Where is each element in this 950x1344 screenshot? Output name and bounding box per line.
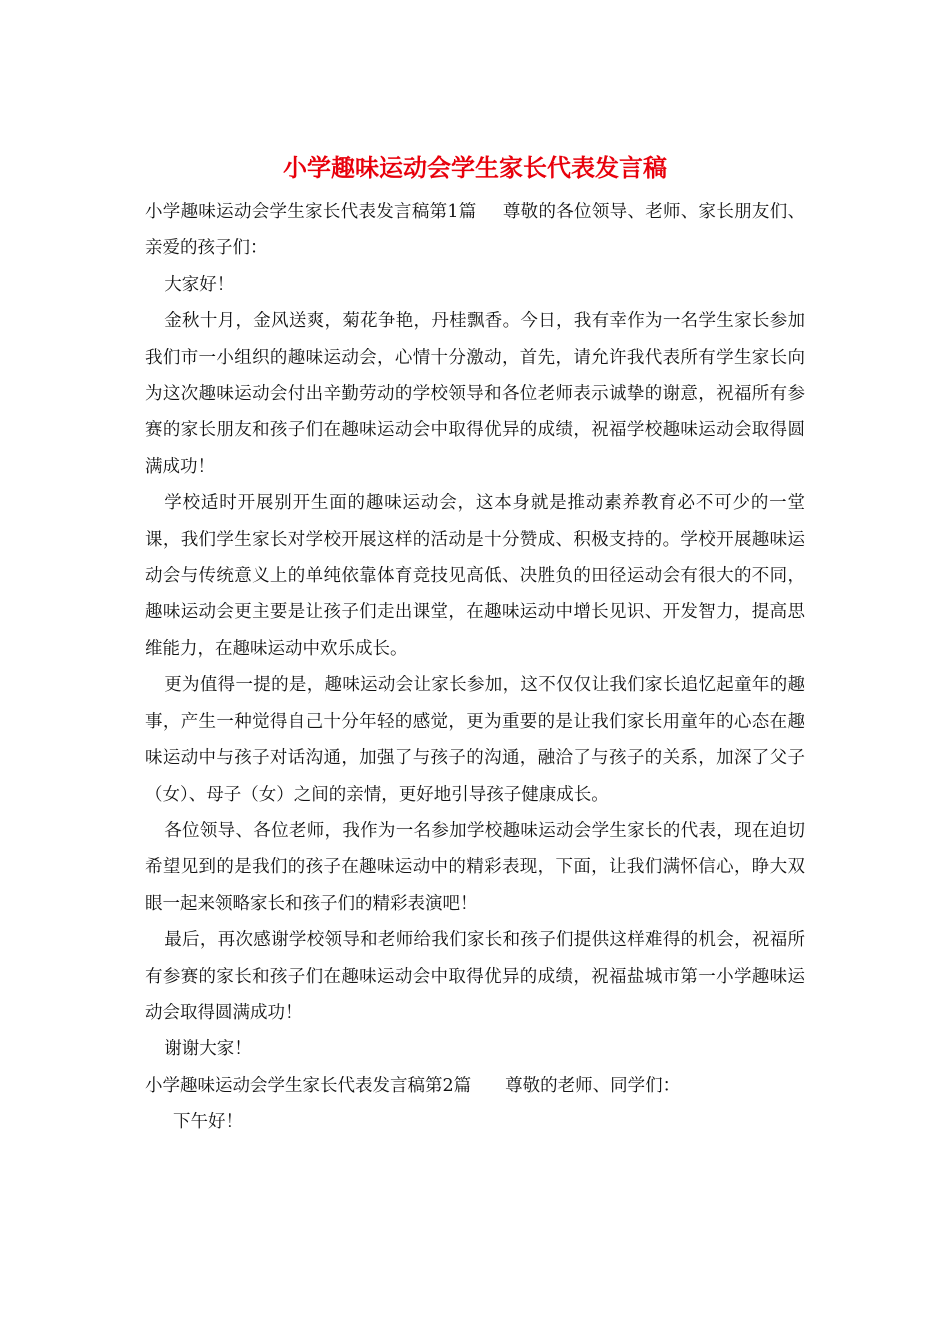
article-2-greeting: 下午好！	[173, 1112, 243, 1133]
document-body	[145, 194, 805, 1141]
article-1-paragraph-1: 金秋十月，金风送爽，菊花争艳，丹桂飘香。今日，我有幸作为一名学生家长参加我们市一小组织的趣味运动会，心情十分激动，首先，请允许我代表所有学生家长向为这次趣味运动会付出辛勤劳动的学校领导和各位老师表示诚挚的谢意，祝福所有参赛的家长朋友和孩子们在趣味运动会中取得优异的成绩，祝福学校趣味运动会取得圆满成功！	[145, 311, 805, 477]
article-2-heading: 小学趣味运动会学生家长代表发言稿第2篇	[145, 1075, 472, 1096]
article-1-salutation: 尊敬的各位领导、老师、家长朋友们、亲爱的孩子们：	[145, 202, 806, 259]
article-2-salutation: 尊敬的老师、同学们：	[505, 1075, 681, 1096]
article-1-paragraph-4: 各位领导、各位老师，我作为一名参加学校趣味运动会学生家长的代表，现在迫切希望见到的是我们的孩子在趣味运动中的精彩表现，下面，让我们满怀信心，睁大双眼一起来领略家长和孩子们的精彩表演吧！	[145, 820, 805, 914]
article-1-greeting: 大家好！	[164, 274, 235, 295]
document-title: 小学趣味运动会学生家长代表发言稿	[283, 153, 667, 182]
article-1-paragraph-5: 最后，再次感谢学校领导和老师给我们家长和孩子们提供这样难得的机会，祝福所有参赛的家长和孩子们在趣味运动会中取得优异的成绩，祝福盐城市第一小学趣味运动会取得圆满成功！	[145, 930, 805, 1023]
article-1-heading: 小学趣味运动会学生家长代表发言稿第1篇	[145, 202, 477, 222]
article-1-paragraph-3: 更为值得一提的是，趣味运动会让家长参加，这不仅仅让我们家长追忆起童年的趣事，产生一种觉得自己十分年轻的感觉，更为重要的是让我们家长用童年的心态在趣味运动中与孩子对话沟通，加强了与孩子的沟通，融洽了与孩子的关系，加深了父子（女）、母子（女）之间的亲情，更好地引导孩子健康成长。	[145, 675, 805, 805]
article-1-closing: 谢谢大家！	[164, 1039, 252, 1060]
article-1-opening	[145, 194, 805, 267]
article-1-paragraph-2: 学校适时开展别开生面的趣味运动会，这本身就是推动素养教育必不可少的一堂课，我们学生家长对学校开展这样的活动是十分赞成、积极支持的。学校开展趣味运动会与传统意义上的单纯依靠体育竞技见高低、决胜负的田径运动会有很大的不同，趣味运动会更主要是让孩子们走出课堂，在趣味运动中增长见识、开发智力，提高思维能力，在趣味运动中欢乐成长。	[145, 493, 805, 659]
article-2-opening	[145, 1068, 805, 1104]
